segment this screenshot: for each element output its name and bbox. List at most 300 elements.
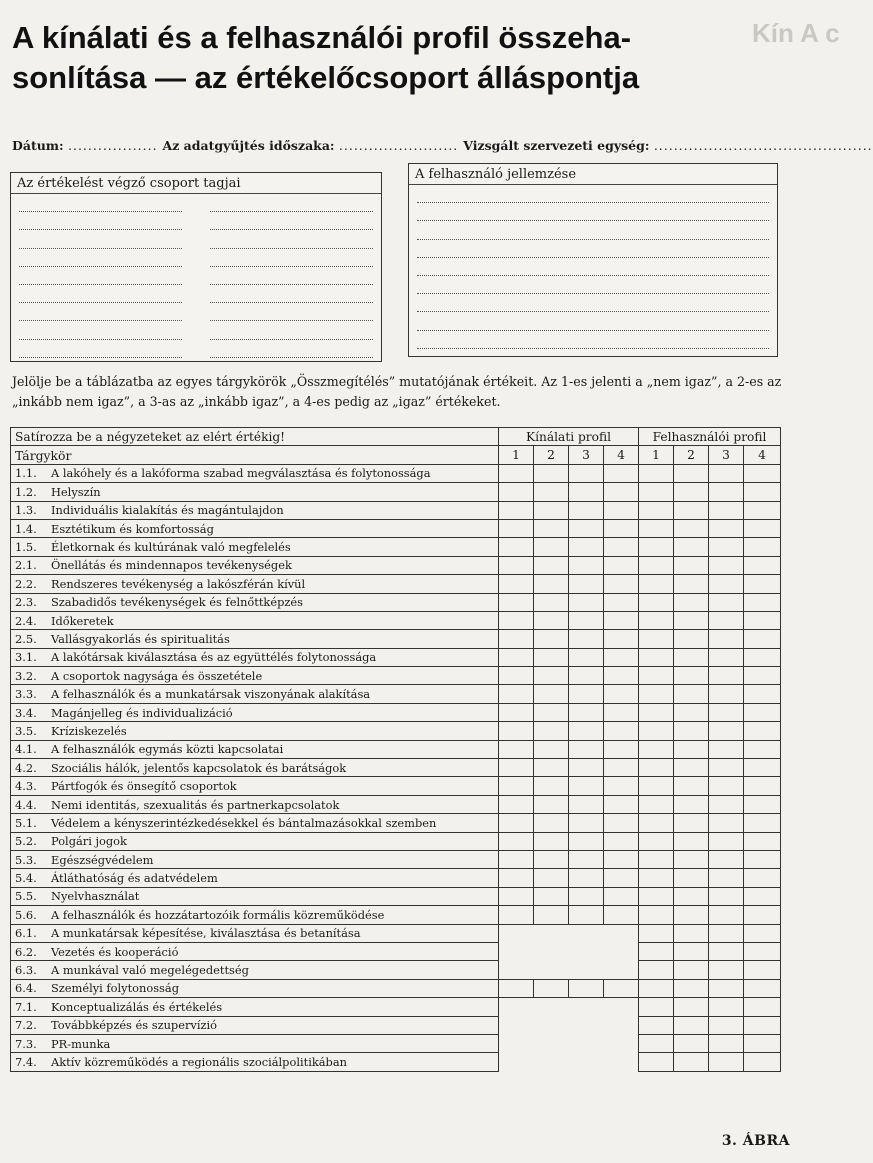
offer-score-cell[interactable] bbox=[499, 740, 534, 758]
user-score-cell[interactable] bbox=[639, 501, 674, 519]
offer-score-cell[interactable] bbox=[499, 667, 534, 685]
offer-score-cell[interactable] bbox=[569, 630, 604, 648]
user-score-cell[interactable] bbox=[639, 648, 674, 666]
offer-score-cell[interactable] bbox=[569, 722, 604, 740]
offer-score-cell[interactable] bbox=[569, 759, 604, 777]
user-score-cell[interactable] bbox=[674, 1053, 709, 1071]
user-score-cell[interactable] bbox=[674, 703, 709, 721]
user-score-cell[interactable] bbox=[639, 667, 674, 685]
offer-score-cell[interactable] bbox=[604, 575, 639, 593]
member-field[interactable] bbox=[210, 267, 373, 285]
offer-score-cell[interactable] bbox=[534, 519, 569, 537]
user-score-cell[interactable] bbox=[709, 961, 744, 979]
offer-score-cell[interactable] bbox=[569, 703, 604, 721]
user-score-cell[interactable] bbox=[674, 1034, 709, 1052]
topic-text: Aktív közreműködés a regionális szociálpolitikában bbox=[51, 1054, 347, 1069]
user-score-cell[interactable] bbox=[639, 519, 674, 537]
table-row bbox=[11, 501, 781, 519]
offer-score-cell[interactable] bbox=[569, 519, 604, 537]
user-score-cell[interactable] bbox=[709, 740, 744, 758]
user-field[interactable] bbox=[417, 185, 769, 203]
user-score-cell[interactable] bbox=[709, 979, 744, 997]
user-score-cell[interactable] bbox=[744, 611, 781, 629]
user-score-cell[interactable] bbox=[639, 869, 674, 887]
member-field[interactable] bbox=[19, 303, 182, 321]
member-field[interactable] bbox=[19, 285, 182, 303]
user-score-cell[interactable] bbox=[709, 501, 744, 519]
offer-score-cell[interactable] bbox=[569, 832, 604, 850]
user-score-cell[interactable] bbox=[709, 556, 744, 574]
offer-score-cell[interactable] bbox=[534, 483, 569, 501]
user-score-cell[interactable] bbox=[639, 979, 674, 997]
offer-score-cell[interactable] bbox=[499, 777, 534, 795]
user-score-cell[interactable] bbox=[639, 611, 674, 629]
user-score-cell[interactable] bbox=[674, 740, 709, 758]
user-score-cell[interactable] bbox=[709, 593, 744, 611]
topic-text: A csoportok nagysága és összetétele bbox=[51, 668, 263, 683]
offer-score-cell[interactable] bbox=[499, 759, 534, 777]
user-score-cell[interactable] bbox=[709, 703, 744, 721]
user-score-cell[interactable] bbox=[709, 850, 744, 868]
offer-score-cell[interactable] bbox=[569, 667, 604, 685]
offer-score-cell[interactable] bbox=[569, 777, 604, 795]
user-score-cell[interactable] bbox=[744, 906, 781, 924]
user-score-cell[interactable] bbox=[744, 501, 781, 519]
user-score-cell[interactable] bbox=[744, 593, 781, 611]
offer-score-cell[interactable] bbox=[499, 685, 534, 703]
user-score-cell[interactable] bbox=[709, 1034, 744, 1052]
user-score-cell[interactable] bbox=[744, 942, 781, 960]
user-score-cell[interactable] bbox=[744, 850, 781, 868]
user-score-cell[interactable] bbox=[744, 722, 781, 740]
user-score-cell[interactable] bbox=[674, 924, 709, 942]
offer-score-cell[interactable] bbox=[534, 556, 569, 574]
offer-score-cell[interactable] bbox=[604, 630, 639, 648]
user-score-cell[interactable] bbox=[744, 998, 781, 1016]
offer-score-cell[interactable] bbox=[534, 501, 569, 519]
offer-score-cell[interactable] bbox=[604, 740, 639, 758]
member-field[interactable] bbox=[210, 230, 373, 248]
user-score-cell[interactable] bbox=[709, 611, 744, 629]
user-score-cell[interactable] bbox=[639, 575, 674, 593]
offer-score-cell[interactable] bbox=[604, 832, 639, 850]
empty-cell bbox=[604, 961, 639, 979]
user-score-cell[interactable] bbox=[709, 814, 744, 832]
user-score-cell[interactable] bbox=[674, 464, 709, 482]
user-score-cell[interactable] bbox=[709, 924, 744, 942]
user-score-cell[interactable] bbox=[639, 464, 674, 482]
offer-score-cell[interactable] bbox=[534, 850, 569, 868]
user-score-cell[interactable] bbox=[674, 556, 709, 574]
empty-cell bbox=[569, 924, 604, 942]
user-score-cell[interactable] bbox=[744, 795, 781, 813]
user-score-cell[interactable] bbox=[744, 575, 781, 593]
offer-score-cell[interactable] bbox=[534, 906, 569, 924]
offer-score-cell[interactable] bbox=[569, 850, 604, 868]
user-score-cell[interactable] bbox=[709, 832, 744, 850]
offer-score-cell[interactable] bbox=[499, 556, 534, 574]
topic-number: 6.3. bbox=[15, 963, 37, 978]
user-score-cell[interactable] bbox=[639, 1053, 674, 1071]
offer-score-cell[interactable] bbox=[604, 556, 639, 574]
offer-score-cell[interactable] bbox=[499, 850, 534, 868]
user-score-cell[interactable] bbox=[639, 998, 674, 1016]
table-row bbox=[11, 906, 781, 924]
table-row bbox=[11, 759, 781, 777]
offer-score-cell[interactable] bbox=[499, 906, 534, 924]
user-score-cell[interactable] bbox=[674, 942, 709, 960]
offer-score-cell[interactable] bbox=[604, 795, 639, 813]
table-row bbox=[11, 667, 781, 685]
user-score-cell[interactable] bbox=[709, 538, 744, 556]
offer-score-cell[interactable] bbox=[534, 814, 569, 832]
offer-score-cell[interactable] bbox=[534, 777, 569, 795]
offer-score-cell[interactable] bbox=[604, 703, 639, 721]
user-score-cell[interactable] bbox=[639, 924, 674, 942]
user-score-cell[interactable] bbox=[674, 998, 709, 1016]
user-score-cell[interactable] bbox=[744, 869, 781, 887]
member-field[interactable] bbox=[19, 249, 182, 267]
offer-score-cell[interactable] bbox=[534, 979, 569, 997]
user-score-cell[interactable] bbox=[709, 483, 744, 501]
member-field[interactable] bbox=[210, 340, 373, 358]
offer-score-cell[interactable] bbox=[604, 519, 639, 537]
offer-score-cell[interactable] bbox=[569, 611, 604, 629]
user-score-cell[interactable] bbox=[639, 795, 674, 813]
offer-score-cell[interactable] bbox=[604, 593, 639, 611]
user-score-cell[interactable] bbox=[744, 556, 781, 574]
user-score-cell[interactable] bbox=[709, 759, 744, 777]
offer-score-cell[interactable] bbox=[499, 703, 534, 721]
table-row bbox=[11, 740, 781, 758]
offer-score-cell[interactable] bbox=[604, 777, 639, 795]
user-score-cell[interactable] bbox=[709, 464, 744, 482]
user-score-cell[interactable] bbox=[709, 942, 744, 960]
offer-score-cell[interactable] bbox=[569, 795, 604, 813]
user-score-cell[interactable] bbox=[709, 575, 744, 593]
user-score-cell[interactable] bbox=[744, 630, 781, 648]
members-box-title: Az értékelést végző csoport tagjai bbox=[11, 173, 381, 194]
topic-cell bbox=[11, 740, 499, 758]
table-row bbox=[11, 942, 781, 960]
user-score-cell[interactable] bbox=[639, 777, 674, 795]
member-field[interactable] bbox=[19, 267, 182, 285]
user-score-cell[interactable] bbox=[674, 887, 709, 905]
member-field[interactable] bbox=[19, 212, 182, 230]
member-field[interactable] bbox=[19, 194, 182, 212]
offer-score-cell[interactable] bbox=[534, 740, 569, 758]
offer-score-cell[interactable] bbox=[569, 593, 604, 611]
user-score-cell[interactable] bbox=[674, 832, 709, 850]
offer-score-cell[interactable] bbox=[604, 869, 639, 887]
user-score-cell[interactable] bbox=[639, 1016, 674, 1034]
user-score-cell[interactable] bbox=[639, 593, 674, 611]
meta-line bbox=[12, 138, 873, 153]
user-score-cell[interactable] bbox=[744, 1053, 781, 1071]
member-field[interactable] bbox=[19, 230, 182, 248]
user-field[interactable] bbox=[417, 203, 769, 221]
offer-score-cell[interactable] bbox=[604, 722, 639, 740]
user-field[interactable] bbox=[417, 276, 769, 294]
user-score-cell[interactable] bbox=[674, 777, 709, 795]
topic-cell bbox=[11, 814, 499, 832]
user-score-cell[interactable] bbox=[639, 483, 674, 501]
instruction-text: Jelölje be a táblázatba az egyes tárgykörök „Összmegítélés” mutatójának értékeit. Az 1-es jelenti a „nem igaz”, a 2-es az „inkább nem igaz”, a 3-as az „inkább igaz”, a 4-es pedig az „igaz” értékeket. bbox=[12, 374, 782, 409]
user-score-cell[interactable] bbox=[744, 685, 781, 703]
user-field[interactable] bbox=[417, 294, 769, 312]
user-score-cell[interactable] bbox=[674, 667, 709, 685]
offer-score-cell[interactable] bbox=[499, 979, 534, 997]
offer-score-cell[interactable] bbox=[499, 538, 534, 556]
user-score-cell[interactable] bbox=[639, 759, 674, 777]
user-score-cell[interactable] bbox=[674, 814, 709, 832]
offer-score-cell[interactable] bbox=[499, 519, 534, 537]
offer-score-cell[interactable] bbox=[499, 887, 534, 905]
offer-score-cell[interactable] bbox=[569, 538, 604, 556]
offer-score-cell[interactable] bbox=[534, 575, 569, 593]
member-field[interactable] bbox=[19, 340, 182, 358]
topic-cell bbox=[11, 611, 499, 629]
user-score-cell[interactable] bbox=[744, 740, 781, 758]
offer-score-cell[interactable] bbox=[499, 722, 534, 740]
user-score-cell[interactable] bbox=[674, 611, 709, 629]
offer-score-cell[interactable] bbox=[499, 501, 534, 519]
offer-score-cell[interactable] bbox=[534, 722, 569, 740]
offer-score-cell[interactable] bbox=[569, 501, 604, 519]
offer-score-cell[interactable] bbox=[534, 611, 569, 629]
user-score-cell[interactable] bbox=[674, 685, 709, 703]
topic-cell bbox=[11, 1016, 499, 1034]
user-score-cell[interactable] bbox=[744, 979, 781, 997]
user-score-cell[interactable] bbox=[639, 556, 674, 574]
user-score-cell[interactable] bbox=[639, 722, 674, 740]
user-score-cell[interactable] bbox=[744, 814, 781, 832]
user-score-cell[interactable] bbox=[674, 795, 709, 813]
user-score-cell[interactable] bbox=[639, 887, 674, 905]
member-field[interactable] bbox=[210, 212, 373, 230]
user-score-cell[interactable] bbox=[674, 538, 709, 556]
offer-score-cell[interactable] bbox=[534, 464, 569, 482]
offer-score-cell[interactable] bbox=[569, 575, 604, 593]
user-score-cell[interactable] bbox=[744, 777, 781, 795]
user-field[interactable] bbox=[417, 258, 769, 276]
user-score-cell[interactable] bbox=[744, 667, 781, 685]
offer-score-cell[interactable] bbox=[604, 906, 639, 924]
offer-score-cell[interactable] bbox=[499, 611, 534, 629]
user-score-cell[interactable] bbox=[639, 942, 674, 960]
offer-score-cell[interactable] bbox=[569, 887, 604, 905]
user-score-cell[interactable] bbox=[674, 850, 709, 868]
user-score-cell[interactable] bbox=[674, 501, 709, 519]
user-score-cell[interactable] bbox=[639, 740, 674, 758]
unit-field[interactable]: ............................................ bbox=[653, 138, 873, 153]
member-field[interactable] bbox=[210, 285, 373, 303]
offer-score-cell[interactable] bbox=[604, 814, 639, 832]
user-score-cell[interactable] bbox=[639, 814, 674, 832]
user-box-title: A felhasználó jellemzése bbox=[409, 164, 777, 185]
offer-score-cell[interactable] bbox=[534, 685, 569, 703]
group-offer-profile: Kínálati profil bbox=[499, 428, 639, 446]
user-score-cell[interactable] bbox=[709, 1016, 744, 1034]
member-field[interactable] bbox=[210, 194, 373, 212]
user-score-cell[interactable] bbox=[709, 795, 744, 813]
user-score-cell[interactable] bbox=[674, 483, 709, 501]
topic-cell bbox=[11, 832, 499, 850]
offer-score-cell[interactable] bbox=[499, 593, 534, 611]
topic-text: Helyszín bbox=[51, 484, 101, 499]
user-score-cell[interactable] bbox=[744, 924, 781, 942]
user-score-cell[interactable] bbox=[709, 630, 744, 648]
offer-score-cell[interactable] bbox=[499, 795, 534, 813]
user-score-cell[interactable] bbox=[674, 593, 709, 611]
offer-score-cell[interactable] bbox=[604, 759, 639, 777]
user-score-cell[interactable] bbox=[639, 630, 674, 648]
offer-score-cell[interactable] bbox=[499, 832, 534, 850]
offer-score-cell[interactable] bbox=[604, 464, 639, 482]
offer-score-cell[interactable] bbox=[499, 814, 534, 832]
member-field[interactable] bbox=[210, 303, 373, 321]
user-field[interactable] bbox=[417, 240, 769, 258]
user-score-cell[interactable] bbox=[639, 685, 674, 703]
user-score-cell[interactable] bbox=[744, 648, 781, 666]
offer-score-cell[interactable] bbox=[604, 501, 639, 519]
topic-number: 3.1. bbox=[15, 650, 37, 665]
user-score-cell[interactable] bbox=[744, 961, 781, 979]
offer-score-cell[interactable] bbox=[534, 667, 569, 685]
offer-score-cell[interactable] bbox=[569, 979, 604, 997]
user-score-cell[interactable] bbox=[709, 887, 744, 905]
period-field[interactable]: ........................ bbox=[338, 138, 464, 153]
offer-score-cell[interactable] bbox=[604, 667, 639, 685]
user-score-cell[interactable] bbox=[709, 777, 744, 795]
scale-header: 4 bbox=[604, 446, 639, 464]
user-score-cell[interactable] bbox=[674, 961, 709, 979]
offer-score-cell[interactable] bbox=[604, 648, 639, 666]
user-score-cell[interactable] bbox=[744, 519, 781, 537]
user-score-cell[interactable] bbox=[709, 906, 744, 924]
user-score-cell[interactable] bbox=[674, 906, 709, 924]
offer-score-cell[interactable] bbox=[569, 464, 604, 482]
user-score-cell[interactable] bbox=[709, 519, 744, 537]
offer-score-cell[interactable] bbox=[534, 795, 569, 813]
topic-text: Időkeretek bbox=[51, 613, 114, 628]
user-score-cell[interactable] bbox=[674, 979, 709, 997]
user-score-cell[interactable] bbox=[709, 648, 744, 666]
user-score-cell[interactable] bbox=[639, 1034, 674, 1052]
user-score-cell[interactable] bbox=[709, 1053, 744, 1071]
user-score-cell[interactable] bbox=[639, 850, 674, 868]
offer-score-cell[interactable] bbox=[569, 814, 604, 832]
offer-score-cell[interactable] bbox=[499, 630, 534, 648]
user-score-cell[interactable] bbox=[744, 1016, 781, 1034]
offer-score-cell[interactable] bbox=[569, 906, 604, 924]
topic-text: Magánjelleg és individualizáció bbox=[51, 705, 233, 720]
table-row bbox=[11, 869, 781, 887]
user-score-cell[interactable] bbox=[674, 648, 709, 666]
user-score-cell[interactable] bbox=[674, 630, 709, 648]
offer-score-cell[interactable] bbox=[569, 869, 604, 887]
member-field[interactable] bbox=[210, 249, 373, 267]
user-score-cell[interactable] bbox=[744, 538, 781, 556]
member-field[interactable] bbox=[210, 321, 373, 339]
member-field[interactable] bbox=[19, 321, 182, 339]
user-score-cell[interactable] bbox=[674, 869, 709, 887]
table-row bbox=[11, 1034, 781, 1052]
empty-cell bbox=[534, 1053, 569, 1071]
offer-score-cell[interactable] bbox=[534, 538, 569, 556]
user-score-cell[interactable] bbox=[674, 519, 709, 537]
offer-score-cell[interactable] bbox=[534, 759, 569, 777]
user-score-cell[interactable] bbox=[709, 869, 744, 887]
offer-score-cell[interactable] bbox=[534, 869, 569, 887]
offer-score-cell[interactable] bbox=[499, 648, 534, 666]
user-score-cell[interactable] bbox=[709, 722, 744, 740]
offer-score-cell[interactable] bbox=[569, 648, 604, 666]
user-score-cell[interactable] bbox=[674, 1016, 709, 1034]
table-row bbox=[11, 814, 781, 832]
offer-score-cell[interactable] bbox=[604, 685, 639, 703]
user-score-cell[interactable] bbox=[744, 759, 781, 777]
user-score-cell[interactable] bbox=[639, 703, 674, 721]
user-score-cell[interactable] bbox=[674, 759, 709, 777]
user-score-cell[interactable] bbox=[639, 906, 674, 924]
offer-score-cell[interactable] bbox=[499, 483, 534, 501]
user-field[interactable] bbox=[417, 221, 769, 239]
user-score-cell[interactable] bbox=[639, 832, 674, 850]
offer-score-cell[interactable] bbox=[604, 850, 639, 868]
user-score-cell[interactable] bbox=[709, 685, 744, 703]
user-score-cell[interactable] bbox=[709, 998, 744, 1016]
user-score-cell[interactable] bbox=[744, 832, 781, 850]
user-score-cell[interactable] bbox=[674, 722, 709, 740]
offer-score-cell[interactable] bbox=[534, 648, 569, 666]
offer-score-cell[interactable] bbox=[534, 630, 569, 648]
offer-score-cell[interactable] bbox=[604, 979, 639, 997]
offer-score-cell[interactable] bbox=[534, 887, 569, 905]
user-score-cell[interactable] bbox=[639, 538, 674, 556]
user-score-cell[interactable] bbox=[744, 1034, 781, 1052]
topic-number: 5.1. bbox=[15, 815, 37, 830]
user-score-cell[interactable] bbox=[744, 483, 781, 501]
user-field[interactable] bbox=[417, 331, 769, 349]
user-score-cell[interactable] bbox=[744, 464, 781, 482]
offer-score-cell[interactable] bbox=[604, 887, 639, 905]
offer-score-cell[interactable] bbox=[499, 869, 534, 887]
offer-score-cell[interactable] bbox=[534, 703, 569, 721]
table-row bbox=[11, 924, 781, 942]
offer-score-cell[interactable] bbox=[569, 685, 604, 703]
offer-score-cell[interactable] bbox=[534, 832, 569, 850]
offer-score-cell[interactable] bbox=[604, 483, 639, 501]
date-field[interactable]: .................. bbox=[68, 138, 163, 153]
user-score-cell[interactable] bbox=[709, 667, 744, 685]
offer-score-cell[interactable] bbox=[569, 483, 604, 501]
offer-score-cell[interactable] bbox=[534, 593, 569, 611]
user-score-cell[interactable] bbox=[639, 961, 674, 979]
offer-score-cell[interactable] bbox=[604, 538, 639, 556]
user-score-cell[interactable] bbox=[744, 887, 781, 905]
offer-score-cell[interactable] bbox=[499, 575, 534, 593]
topic-text: Nyelvhasználat bbox=[51, 889, 140, 904]
user-score-cell[interactable] bbox=[744, 703, 781, 721]
offer-score-cell[interactable] bbox=[569, 556, 604, 574]
offer-score-cell[interactable] bbox=[604, 611, 639, 629]
offer-score-cell[interactable] bbox=[499, 464, 534, 482]
user-score-cell[interactable] bbox=[674, 575, 709, 593]
offer-score-cell[interactable] bbox=[569, 740, 604, 758]
user-field[interactable] bbox=[417, 312, 769, 330]
empty-cell bbox=[534, 998, 569, 1016]
